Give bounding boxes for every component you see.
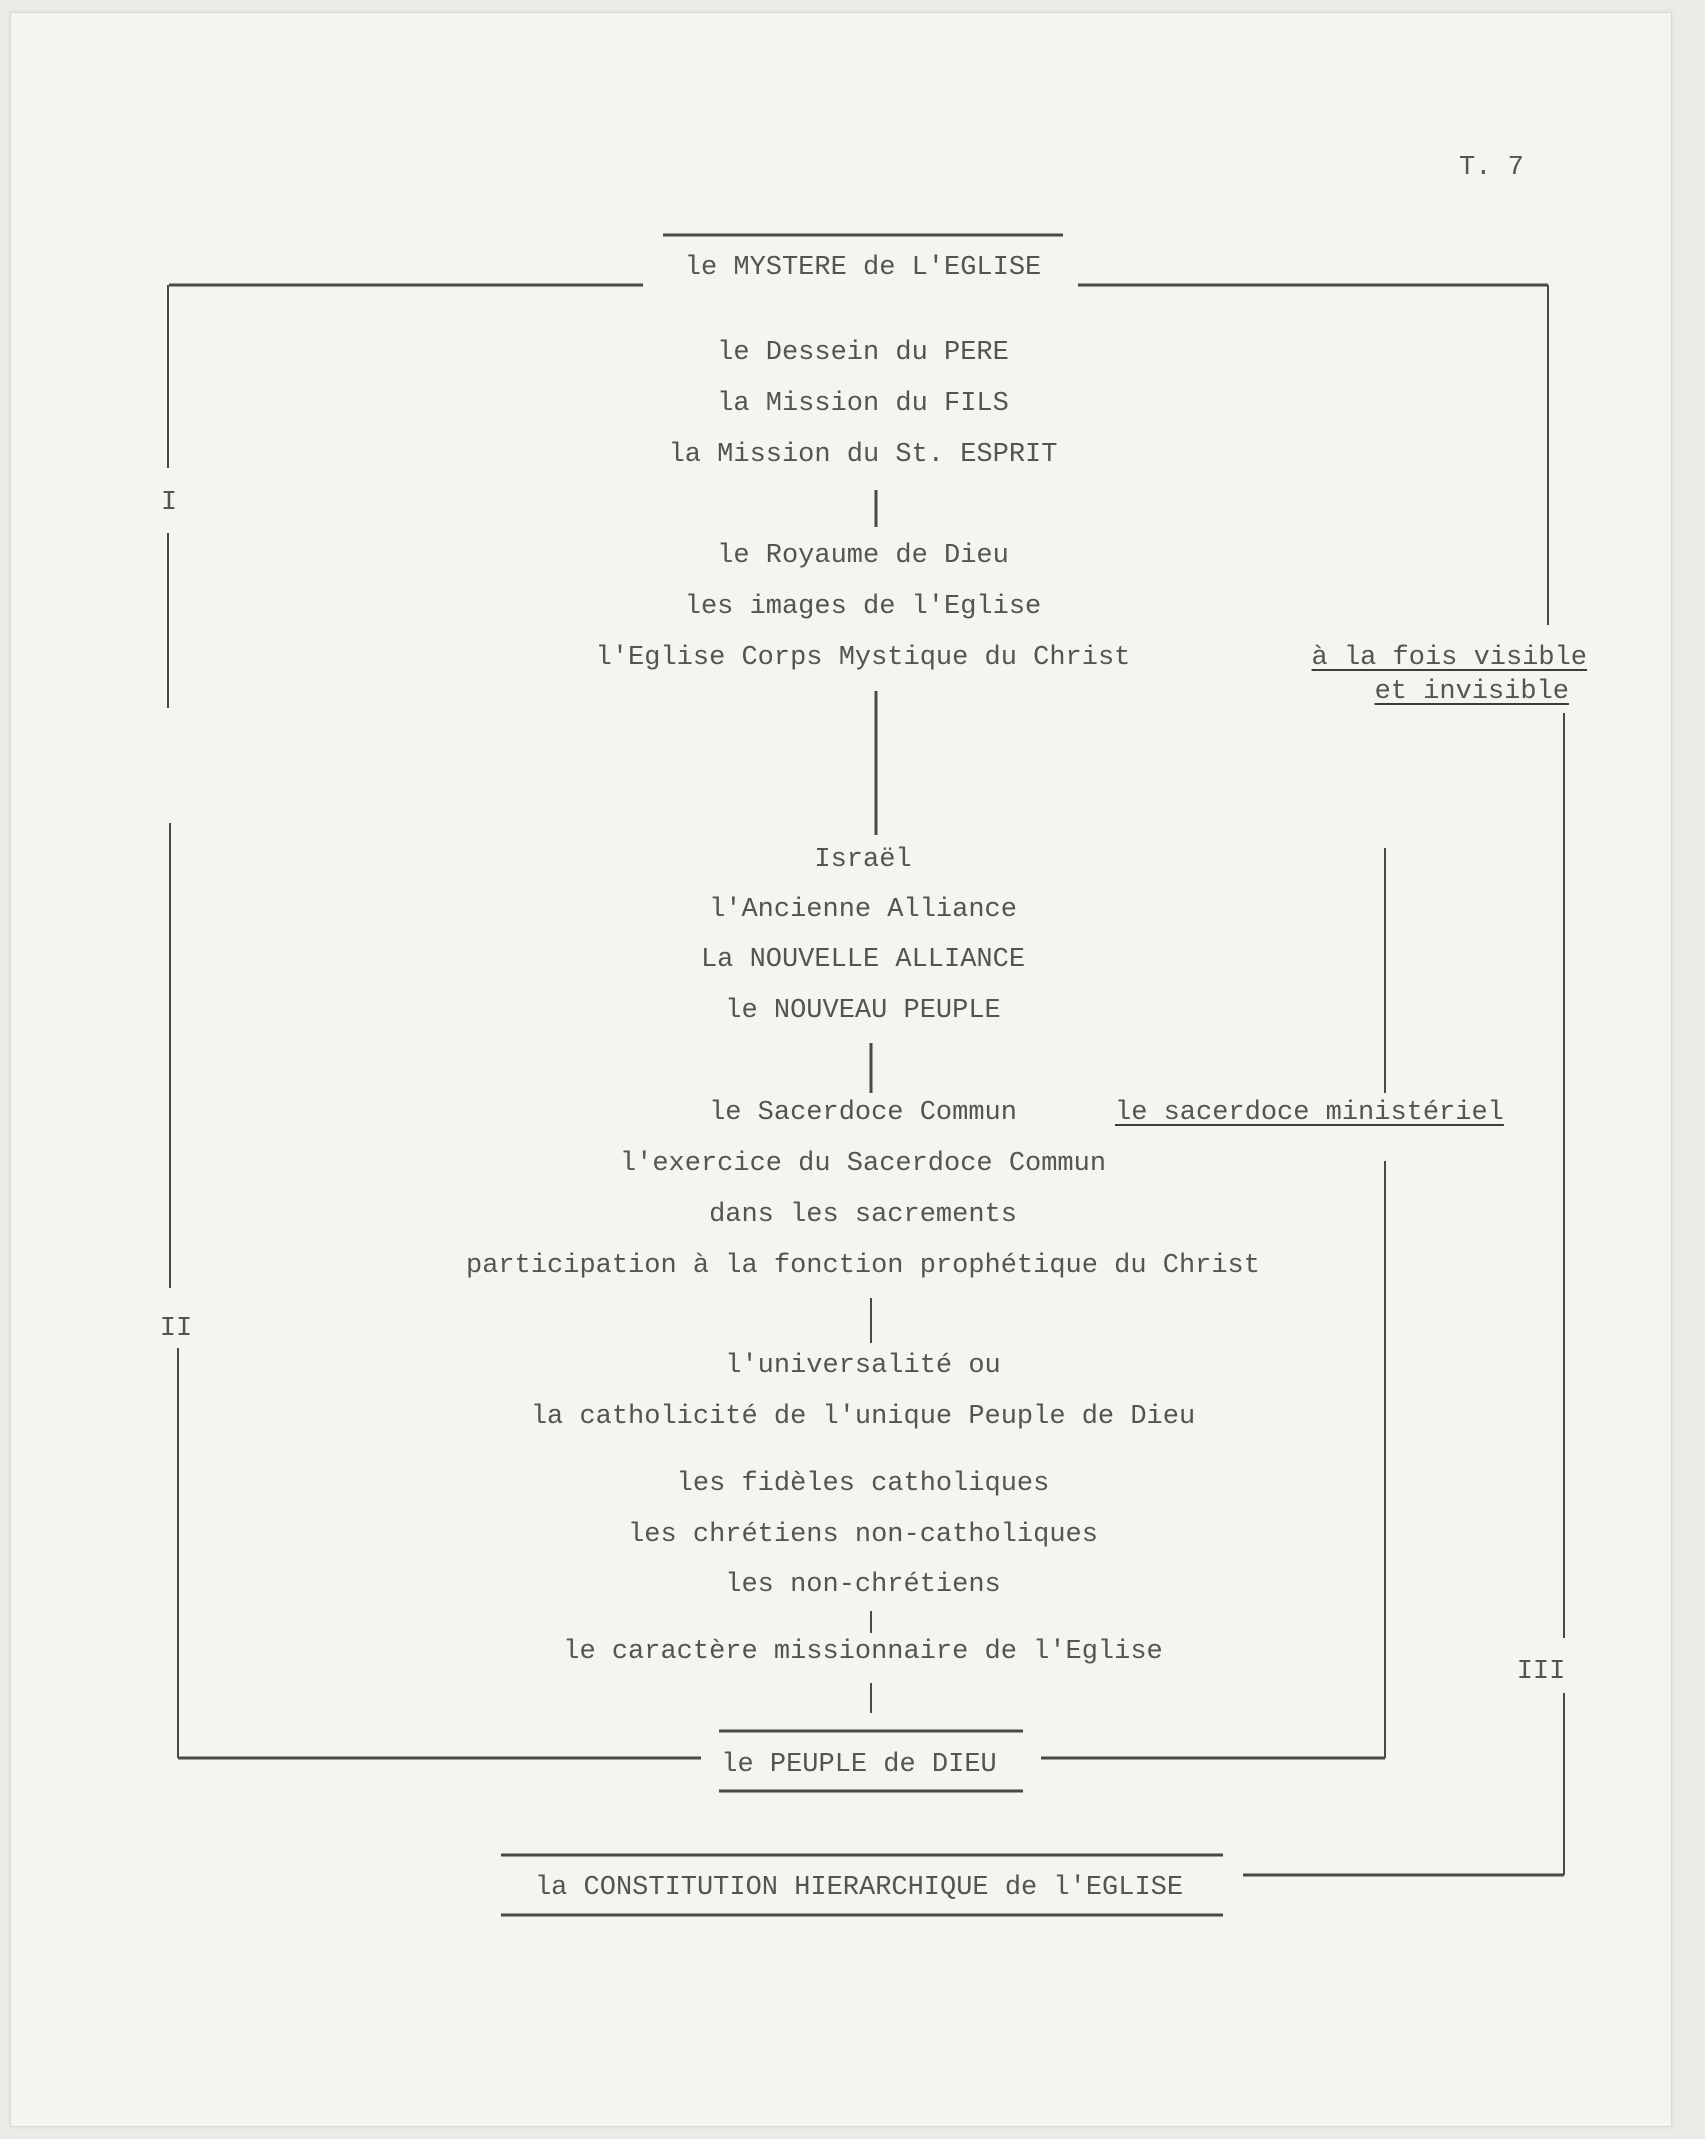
note-visible: à la fois visible bbox=[1311, 643, 1587, 673]
line-fideles-catholiques: les fidèles catholiques bbox=[676, 1469, 1050, 1499]
note-sacerdoce-ministeriel: le sacerdoce ministériel bbox=[1115, 1098, 1504, 1128]
line-mission-fils: la Mission du FILS bbox=[717, 389, 1009, 419]
line-universalite: l'universalité ou bbox=[725, 1351, 1001, 1381]
line-corps-mystique: l'Eglise Corps Mystique du Christ bbox=[595, 643, 1131, 673]
line-chretiens-non-catholiques: les chrétiens non-catholiques bbox=[628, 1520, 1098, 1550]
line-royaume: le Royaume de Dieu bbox=[717, 541, 1009, 571]
line-caractere-missionnaire: le caractère missionnaire de l'Eglise bbox=[563, 1637, 1163, 1667]
line-exercice-sacerdoce: l'exercice du Sacerdoce Commun bbox=[619, 1149, 1107, 1179]
line-non-chretiens: les non-chrétiens bbox=[725, 1570, 1001, 1600]
header-people: le PEUPLE de DIEU bbox=[721, 1750, 997, 1780]
diagram-connectors bbox=[11, 13, 1671, 2126]
line-israel: Israël bbox=[814, 845, 912, 875]
line-mission-esprit: la Mission du St. ESPRIT bbox=[668, 440, 1058, 470]
line-images-eglise: les images de l'Eglise bbox=[684, 592, 1042, 622]
line-nouveau-peuple: le NOUVEAU PEUPLE bbox=[725, 996, 1001, 1026]
section-numeral-iii: III bbox=[1516, 1657, 1566, 1687]
section-numeral-ii: II bbox=[159, 1314, 193, 1344]
header-constitution: la CONSTITUTION HIERARCHIQUE de l'EGLISE bbox=[534, 1873, 1184, 1903]
section-numeral-i: I bbox=[160, 488, 178, 518]
line-sacrements: dans les sacrements bbox=[709, 1200, 1017, 1230]
line-nouvelle-alliance: La NOUVELLE ALLIANCE bbox=[700, 945, 1026, 975]
header-mystery: le MYSTERE de L'EGLISE bbox=[684, 253, 1042, 283]
document-page bbox=[10, 12, 1672, 2127]
line-ancienne-alliance: l'Ancienne Alliance bbox=[709, 895, 1017, 925]
note-invisible: et invisible bbox=[1374, 677, 1569, 707]
line-fonction-prophetique: participation à la fonction prophétique du Christ bbox=[466, 1251, 1260, 1281]
page-label: T. 7 bbox=[1459, 153, 1524, 183]
line-sacerdoce-commun: le Sacerdoce Commun bbox=[709, 1098, 1017, 1128]
line-dessein-pere: le Dessein du PERE bbox=[717, 338, 1009, 368]
line-catholicite: la catholicité de l'unique Peuple de Dieu bbox=[530, 1402, 1196, 1432]
